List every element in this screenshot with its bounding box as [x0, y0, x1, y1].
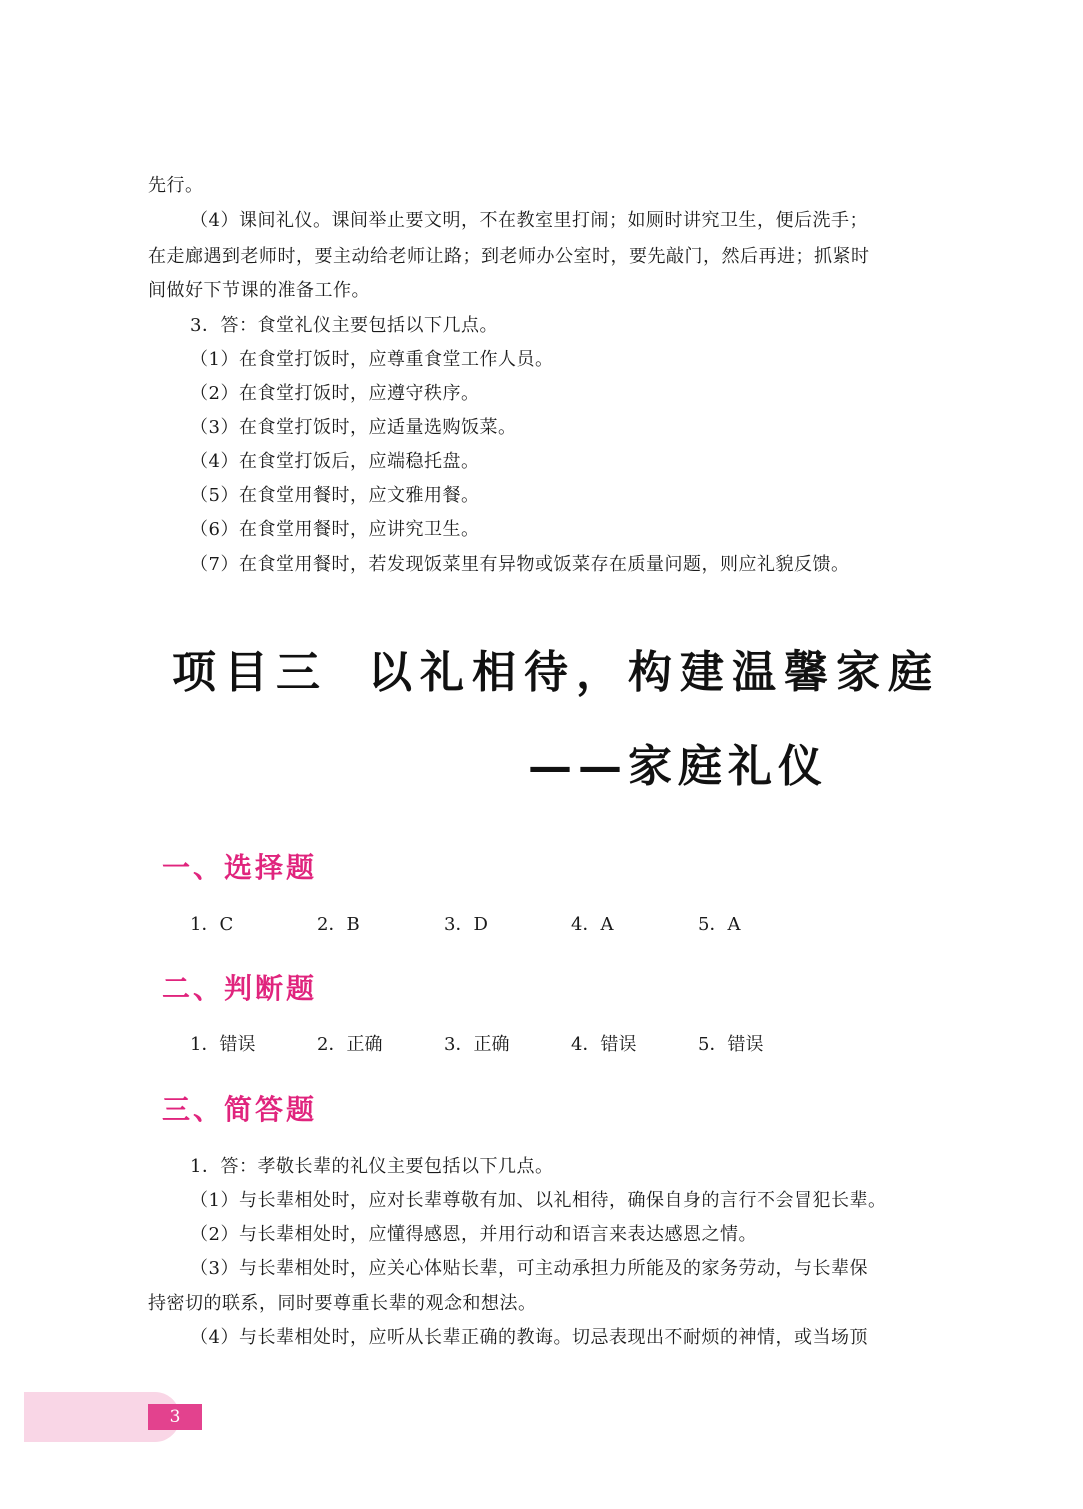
list-item: （4）在食堂打饭后，应端稳托盘。 — [190, 451, 480, 472]
section-heading-choice: 一、选择题 — [162, 851, 318, 884]
answer-line: （2）与长辈相处时，应懂得感恩，并用行动和语言来表达感恩之情。 — [190, 1224, 757, 1245]
paragraph-line: 在走廊遇到老师时，要主动给老师让路；到老师办公室时，要先敲门，然后再进；抓紧时 — [148, 246, 870, 267]
project-subtitle: ——家庭礼仪 — [528, 741, 828, 792]
list-item: （7）在食堂用餐时，若发现饭菜里有异物或饭菜存在质量问题，则应礼貌反馈。 — [190, 554, 850, 575]
section-heading-judge: 二、判断题 — [162, 972, 318, 1005]
list-item: （3）在食堂打饭时，应适量选购饭菜。 — [190, 417, 517, 438]
short-question-1: 1．答：孝敬长辈的礼仪主要包括以下几点。 — [190, 1156, 554, 1177]
paragraph-line: 间做好下节课的准备工作。 — [148, 280, 370, 301]
page-number: 3 — [148, 1404, 202, 1430]
paragraph-line: （4）课间礼仪。课间举止要文明，不在教室里打闹；如厕时讲究卫生，便后洗手； — [190, 210, 868, 231]
answer-item: 1．错误 — [190, 1034, 256, 1055]
answer-item: 3．D — [444, 914, 488, 935]
paragraph-continuation: 先行。 — [148, 175, 204, 196]
answer-line: 持密切的联系，同时要尊重长辈的观念和想法。 — [148, 1293, 537, 1314]
project-main-title: 以礼相待，构建温馨家庭 — [368, 647, 940, 698]
answer-item: 4．错误 — [571, 1034, 637, 1055]
section-heading-short: 三、简答题 — [162, 1093, 318, 1126]
list-item: （2）在食堂打饭时，应遵守秩序。 — [190, 383, 480, 404]
list-item: （5）在食堂用餐时，应文雅用餐。 — [190, 485, 480, 506]
answer-item: 2．B — [317, 914, 360, 935]
answer-item: 5．A — [698, 914, 741, 935]
list-item: （1）在食堂打饭时，应尊重食堂工作人员。 — [190, 349, 554, 370]
answer-line: （3）与长辈相处时，应关心体贴长辈，可主动承担力所能及的家务劳动，与长辈保 — [190, 1258, 868, 1279]
list-item: （6）在食堂用餐时，应讲究卫生。 — [190, 519, 480, 540]
answer-item: 3．正确 — [444, 1034, 510, 1055]
project-number: 项目三 — [172, 647, 328, 698]
answer-line: （1）与长辈相处时，应对长辈尊敬有加、以礼相待，确保自身的言行不会冒犯长辈。 — [190, 1190, 887, 1211]
answer-item: 4．A — [571, 914, 614, 935]
answer-item: 2．正确 — [317, 1034, 383, 1055]
answer-line: （4）与长辈相处时，应听从长辈正确的教诲。切忌表现出不耐烦的神情，或当场顶 — [190, 1327, 868, 1348]
project-title — [172, 636, 940, 700]
answer-item: 1．C — [190, 914, 234, 935]
answer-item: 5．错误 — [698, 1034, 764, 1055]
question-3: 3．答：食堂礼仪主要包括以下几点。 — [190, 315, 498, 336]
